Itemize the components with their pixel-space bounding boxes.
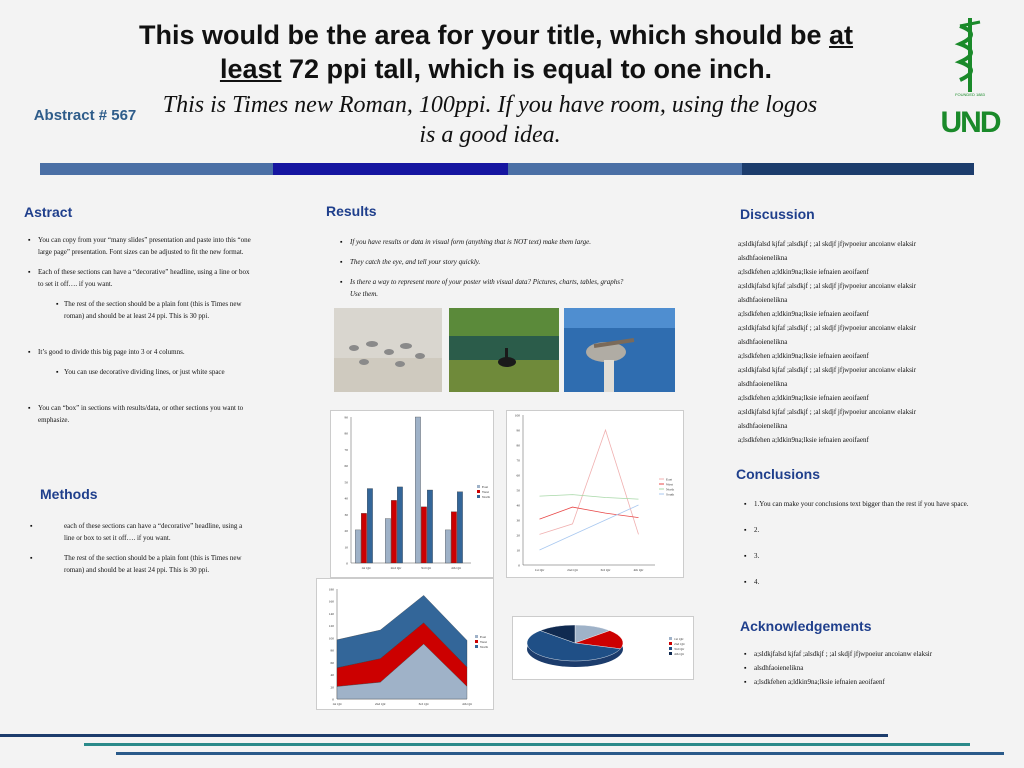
- bar-y-tick: 30: [344, 512, 348, 517]
- area-y-tick: 140: [328, 611, 334, 616]
- line-chart: [507, 411, 683, 577]
- results-item: ▪ If you have results or data in visual form (anything that is NOT text) make them large.: [340, 236, 630, 248]
- abstract-item: ▪ You can “box” in sections with results/data, or other sections you want to emphasize.: [28, 402, 254, 426]
- photo-bird-pond: [449, 308, 559, 392]
- pelican-image: [564, 308, 675, 392]
- bar-east: [415, 417, 420, 563]
- line-series-west: [540, 507, 639, 519]
- bar-east: [355, 530, 360, 563]
- poster-title: This would be the area for your title, which should be at least 72 ppi tall, which is equal to one inch.: [138, 20, 854, 84]
- results-heading: Results: [326, 203, 377, 219]
- area-x-tick: 3rd Qtr: [418, 702, 429, 706]
- discussion-text: [738, 238, 1008, 448]
- pie-legend-swatch: [669, 652, 672, 655]
- discussion-line: a;sldkjfalsd kjfaf ;alsdkjf ; ;al skdjf jfjwpoeiur ancoianw elaksir: [738, 408, 917, 416]
- abstract-item: ▪ You can copy from your “many slides” presentation and paste into this “one large page” presentation. Font sizes can be adjusted to fit the new format.: [28, 234, 254, 258]
- bar-legend-swatch: [477, 495, 480, 498]
- ack-item: ▪ a;sldkjfalsd kjfaf ;alsdkjf ; ;al skdjf jfjwpoeiur ancoianw elaksir: [744, 648, 1004, 660]
- bar-west: [421, 507, 426, 563]
- line-y-tick: 0: [518, 563, 520, 568]
- header-band-3: [508, 163, 743, 175]
- area-y-tick: 180: [328, 587, 334, 592]
- bar-y-tick: 0: [346, 561, 348, 566]
- bird-pond-image: [449, 308, 559, 392]
- conclusion-item: ▪ 3.: [744, 550, 1004, 562]
- abstract-heading: Astract: [24, 204, 73, 220]
- methods-list: [30, 520, 252, 584]
- pie-legend-swatch: [669, 637, 672, 640]
- area-legend-swatch: [475, 640, 478, 643]
- logo-text: UND: [940, 106, 1000, 139]
- seagulls-image: [334, 308, 442, 392]
- bar-legend-swatch: [477, 490, 480, 493]
- bar-y-tick: 90: [344, 415, 348, 420]
- photo-seagulls: [334, 308, 442, 392]
- title-underlined-at: at: [829, 20, 854, 50]
- area-y-tick: 40: [330, 673, 334, 678]
- line-y-tick: 50: [516, 488, 520, 493]
- area-y-tick: 20: [330, 685, 334, 690]
- results-item: ▪ They catch the eye, and tell your story quickly.: [340, 256, 630, 268]
- discussion-line: a;lsdkfehen a;ldkin9na;lksie iefnaien aeoifaenf: [738, 268, 869, 276]
- bar-west: [391, 500, 396, 563]
- footer-line-1: [0, 734, 888, 737]
- bar-legend-label: East: [482, 485, 489, 489]
- bar-north: [457, 492, 462, 563]
- discussion-line: alsdhfaoienelikna: [738, 254, 788, 262]
- area-y-tick: 80: [330, 648, 334, 653]
- bar-y-tick: 10: [344, 545, 348, 550]
- footer-line-2: [84, 743, 970, 746]
- bar-legend-swatch: [477, 485, 480, 488]
- line-series-north: [540, 495, 639, 500]
- results-item: ▪ Is there a way to represent more of your poster with visual data? Pictures, charts, tables, graphs? Use them.: [340, 276, 630, 300]
- poster-subtitle: This is Times new Roman, 100ppi. If you have room, using the logos is a good idea.: [162, 92, 818, 148]
- bar-legend-label: North: [482, 495, 491, 499]
- discussion-line: a;sldkjfalsd kjfaf ;alsdkjf ; ;al skdjf jfjwpoeiur ancoianw elaksir: [738, 282, 917, 290]
- photo-pelican: [564, 308, 675, 392]
- line-x-tick: 1st Qtr: [534, 568, 545, 572]
- pie-legend-label: 3rd Qtr: [674, 647, 685, 651]
- line-x-tick: 3rd Qtr: [600, 568, 611, 572]
- bar-x-tick: 1st Qtr: [361, 566, 371, 570]
- header-band-2: [273, 163, 509, 175]
- discussion-line: a;lsdkfehen a;ldkin9na;lksie iefnaien aeoifaenf: [738, 352, 869, 360]
- discussion-line: a;sldkjfalsd kjfaf ;alsdkjf ; ;al skdjf jfjwpoeiur ancoianw elaksir: [738, 324, 917, 332]
- und-logo: [930, 14, 1010, 144]
- line-legend-label: East: [666, 477, 673, 482]
- discussion-line: alsdhfaoienelikna: [738, 296, 788, 304]
- line-legend-label: North: [666, 487, 675, 492]
- line-legend-label: West: [666, 482, 673, 487]
- conclusion-item: ▪ 4.: [744, 576, 1004, 588]
- bar-y-tick: 60: [344, 464, 348, 469]
- bar-legend-label: West: [482, 490, 489, 494]
- bar-chart: [331, 411, 493, 577]
- abstract-list: [28, 234, 254, 434]
- conclusion-item: ▪ 1.You can make your conclusions text bigger than the rest if you have space.: [744, 498, 1004, 510]
- discussion-line: alsdhfaoienelikna: [738, 380, 788, 388]
- line-chart-panel: [506, 410, 684, 578]
- pie-legend-swatch: [669, 647, 672, 650]
- bar-y-tick: 40: [344, 496, 348, 501]
- conclusion-item: ▪ 2.: [744, 524, 1004, 536]
- line-x-tick: 2nd Qtr: [567, 568, 578, 572]
- pie-chart: [513, 617, 693, 679]
- line-y-tick: 40: [516, 503, 520, 508]
- pie-chart-panel: [512, 616, 694, 680]
- discussion-heading: Discussion: [740, 206, 815, 222]
- area-x-tick: 1st Qtr: [332, 702, 342, 706]
- line-y-tick: 10: [516, 548, 520, 553]
- area-x-tick: 2nd Qtr: [374, 702, 386, 706]
- acknowledgements-list: [744, 648, 1004, 690]
- area-legend-label: East: [480, 635, 487, 639]
- area-legend-swatch: [475, 645, 478, 648]
- line-y-tick: 70: [516, 458, 520, 463]
- area-y-tick: 160: [328, 599, 334, 604]
- discussion-line: a;sldkjfalsd kjfaf ;alsdkjf ; ;al skdjf jfjwpoeiur ancoianw elaksir: [738, 366, 917, 374]
- area-x-tick: 4th Qtr: [461, 702, 473, 706]
- area-y-tick: 0: [332, 697, 334, 702]
- line-y-tick: 100: [514, 413, 520, 418]
- bar-north: [367, 489, 372, 563]
- pie-legend-label: 2nd Qtr: [674, 642, 685, 646]
- area-y-tick: 60: [330, 660, 334, 665]
- bar-y-tick: 70: [344, 447, 348, 452]
- bar-y-tick: 50: [344, 480, 348, 485]
- bar-y-tick: 20: [344, 529, 348, 534]
- abstract-item: ▪ Each of these sections can have a “decorative” headline, using a line or box to set it off…. if you want.: [28, 266, 254, 290]
- line-series-east: [540, 430, 639, 534]
- discussion-line: a;lsdkfehen a;ldkin9na;lksie iefnaien aeoifaenf: [738, 436, 869, 444]
- line-series-south: [540, 505, 639, 550]
- abstract-number: Abstract # 567: [33, 107, 137, 124]
- discussion-line: alsdhfaoienelikna: [738, 338, 788, 346]
- bar-x-tick: 4th Qtr: [450, 566, 462, 570]
- line-legend-label: South: [666, 492, 675, 497]
- discussion-line: a;lsdkfehen a;ldkin9na;lksie iefnaien aeoifaenf: [738, 310, 869, 318]
- pie-legend-swatch: [669, 642, 672, 645]
- header-band-1: [40, 163, 275, 175]
- methods-heading: Methods: [40, 486, 98, 502]
- methods-item: ▪ each of these sections can have a “decorative” headline, using a line or box to set it off…. if you want.: [30, 520, 252, 544]
- pie-legend-label: 1st Qtr: [674, 637, 684, 641]
- acknowledgements-heading: Acknowledgements: [740, 618, 872, 634]
- discussion-line: a;lsdkfehen a;ldkin9na;lksie iefnaien aeoifaenf: [738, 394, 869, 402]
- line-y-tick: 60: [516, 473, 520, 478]
- bar-north: [397, 487, 402, 563]
- area-y-tick: 100: [328, 636, 334, 641]
- ack-item: ▪ alsdhfaoienelikna: [744, 662, 1004, 674]
- pie-legend-label: 4th Qtr: [674, 652, 685, 656]
- conclusions-heading: Conclusions: [736, 466, 821, 482]
- area-chart: [317, 579, 493, 709]
- area-legend-label: West: [480, 640, 487, 644]
- line-y-tick: 30: [516, 518, 520, 523]
- bar-west: [361, 513, 366, 563]
- methods-item: ▪ The rest of the section should be a plain font (this is Times new roman) and should be at least 24 ppi. This is 30 ppi.: [30, 552, 252, 576]
- results-list: [340, 236, 630, 308]
- line-y-tick: 20: [516, 533, 520, 538]
- area-legend-swatch: [475, 635, 478, 638]
- area-y-tick: 120: [328, 624, 334, 629]
- line-y-tick: 90: [516, 428, 520, 433]
- ack-item: ▪ a;lsdkfehen a;ldkin9na;lksie iefnaien aeoifaenf: [744, 676, 1004, 688]
- bar-x-tick: 2nd Qtr: [390, 566, 402, 570]
- line-x-tick: 4th Qtr: [633, 568, 644, 572]
- bar-x-tick: 3rd Qtr: [420, 566, 432, 570]
- area-legend-label: North: [480, 645, 489, 649]
- bar-east: [385, 519, 390, 563]
- area-chart-panel: [316, 578, 494, 710]
- discussion-line: alsdhfaoienelikna: [738, 422, 788, 430]
- bar-north: [427, 490, 432, 563]
- bar-east: [445, 530, 450, 563]
- discussion-line: a;sldkjfalsd kjfaf ;alsdkjf ; ;al skdjf jfjwpoeiur ancoianw elaksir: [738, 240, 917, 248]
- abstract-item: ▪ The rest of the section should be a plain font (this is Times new roman) and should be at least 24 ppi. This is 30 ppi.: [28, 298, 254, 322]
- bar-y-tick: 80: [344, 431, 348, 436]
- bar-chart-panel: [330, 410, 494, 578]
- line-y-tick: 80: [516, 443, 520, 448]
- conclusions-list: [744, 498, 1004, 602]
- logo-caption: FOUNDED 1883: [955, 92, 985, 97]
- header-band-4: [742, 163, 974, 175]
- bar-west: [451, 512, 456, 563]
- abstract-item: ▪ You can use decorative dividing lines, or just white space: [28, 366, 254, 378]
- title-underlined-least: least: [219, 54, 282, 84]
- abstract-item: ▪ It’s good to divide this big page into 3 or 4 columns.: [28, 346, 254, 358]
- footer-line-3: [116, 752, 1004, 755]
